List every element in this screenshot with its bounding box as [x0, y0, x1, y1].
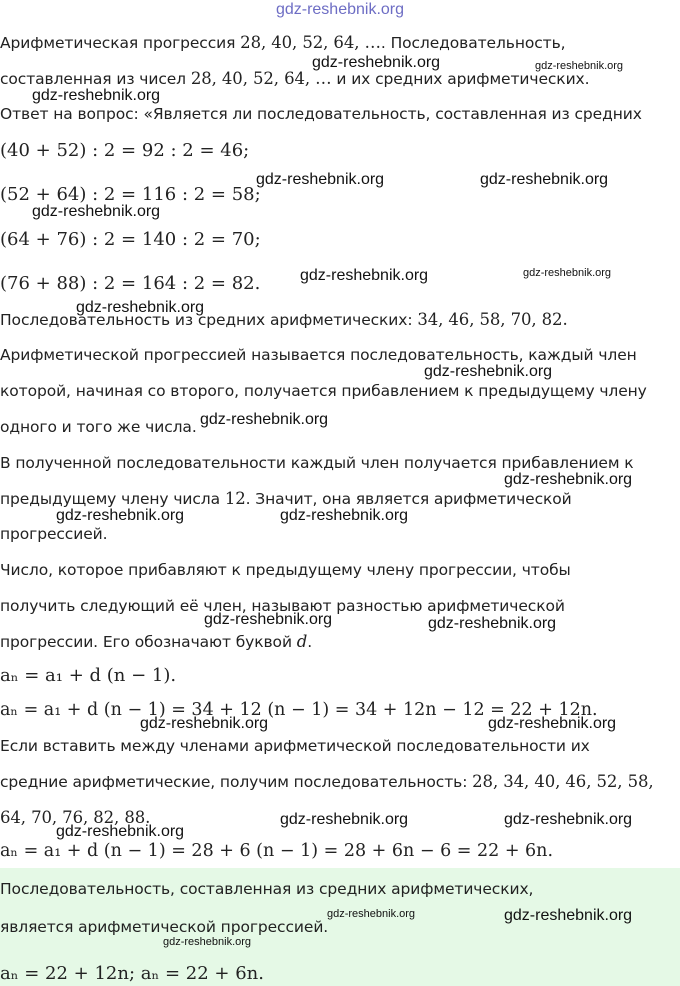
- intro-line-1: [0, 33, 565, 52]
- intro-text: составленная из чисел: [0, 70, 191, 88]
- mean-calc-1: (40 + 52) : 2 = 92 : 2 = 46;: [0, 140, 250, 161]
- formula-general: aₙ = a₁ + d (n − 1).: [0, 665, 177, 686]
- mean-calc-3: (64 + 76) : 2 = 140 : 2 = 70;: [0, 229, 261, 250]
- definition-line-1: Арифметической прогрессией называется последовательность, каждый член: [0, 346, 637, 364]
- watermark: gdz-reshebnik.org: [280, 811, 409, 828]
- answer-line-1: Последовательность, составленная из средних арифметических,: [0, 880, 534, 898]
- insert-text: средние арифметические, получим последовательность:: [0, 773, 473, 791]
- difference-text: прогрессии. Его обозначают буквой: [0, 633, 297, 651]
- difference-text: .: [307, 633, 313, 651]
- insert-line-1: Если вставить между членами арифметической последовательности их: [0, 737, 590, 755]
- observation-text: . Значит, она является арифметической: [245, 490, 572, 508]
- watermark: gdz-reshebnik.org: [504, 811, 633, 828]
- difference-letter: d: [296, 632, 308, 651]
- intro-line-3: Ответ на вопрос: «Является ли последовательность, составленная из средних: [0, 105, 642, 123]
- intro-text: Арифметическая прогрессия: [0, 34, 241, 52]
- watermark: gdz-reshebnik.org: [32, 203, 161, 220]
- watermark: gdz-reshebnik.org: [204, 611, 333, 628]
- watermark: gdz-reshebnik.org: [504, 907, 633, 924]
- formula-second-sequence: aₙ = a₁ + d (n − 1) = 28 + 6 (n − 1) = 28 + 6n − 6 = 22 + 6n.: [0, 841, 554, 861]
- observation-line-3: прогрессией.: [0, 525, 108, 543]
- watermark: gdz-reshebnik.org: [163, 936, 252, 948]
- watermark: gdz-reshebnik.org: [280, 507, 409, 524]
- watermark: gdz-reshebnik.org: [140, 715, 269, 732]
- insert-sequence: 28, 34, 40, 46, 52, 58,: [472, 772, 654, 791]
- difference-line-3: [0, 632, 312, 651]
- watermark: gdz-reshebnik.org: [428, 615, 557, 632]
- watermark: gdz-reshebnik.org: [488, 715, 617, 732]
- sequence-values: 34, 46, 58, 70, 82.: [417, 310, 568, 329]
- watermark: gdz-reshebnik.org: [76, 299, 205, 316]
- watermark: gdz-reshebnik.org: [56, 823, 185, 840]
- difference-line-2: получить следующий её член, называют разностью арифметической: [0, 597, 565, 615]
- insert-line-2: [0, 772, 654, 791]
- observation-text: предыдущему члену числа: [0, 490, 225, 508]
- mean-calc-2: (52 + 64) : 2 = 116 : 2 = 58;: [0, 184, 261, 205]
- watermark: gdz-reshebnik.org: [523, 267, 612, 279]
- watermark: gdz-reshebnik.org: [256, 171, 385, 188]
- definition-line-3: одного и того же числа.: [0, 418, 197, 436]
- intro-line-2: [0, 69, 589, 88]
- watermark: gdz-reshebnik.org: [480, 171, 609, 188]
- insert-sequence: 64, 70, 76, 82, 88.: [0, 808, 151, 827]
- watermark: gdz-reshebnik.org: [504, 471, 633, 488]
- watermark: gdz-reshebnik.org: [56, 507, 185, 524]
- watermark: gdz-reshebnik.org: [32, 87, 161, 104]
- site-link[interactable]: gdz-reshebnik.org: [275, 1, 405, 18]
- watermark: gdz-reshebnik.org: [200, 411, 329, 428]
- watermark: gdz-reshebnik.org: [424, 363, 553, 380]
- difference-line-1: Число, которое прибавляют к предыдущему члену прогрессии, чтобы: [0, 561, 571, 579]
- sequence-text: Последовательность из средних арифметических:: [0, 311, 418, 329]
- observation-number: 12: [224, 489, 246, 508]
- observation-line-1: В полученной последовательности каждый член получается прибавлением к: [0, 454, 634, 472]
- intro-text: . Последовательность,: [380, 34, 566, 52]
- intro-sequence: 28, 40, 52, 64, …: [190, 69, 332, 88]
- watermark: gdz-reshebnik.org: [535, 60, 624, 72]
- answer-formula: aₙ = 22 + 12n; aₙ = 22 + 6n.: [0, 963, 264, 984]
- mean-calc-4: (76 + 88) : 2 = 164 : 2 = 82.: [0, 273, 261, 294]
- observation-line-2: [0, 489, 572, 508]
- answer-line-2: является арифметической прогрессией.: [0, 918, 329, 936]
- definition-line-2: которой, начиная со второго, получается прибавлением к предыдущему члену: [0, 382, 647, 400]
- watermark: gdz-reshebnik.org: [312, 54, 441, 71]
- formula-first-sequence: aₙ = a₁ + d (n − 1) = 34 + 12 (n − 1) = 34 + 12n − 12 = 22 + 12n.: [0, 700, 598, 720]
- watermark: gdz-reshebnik.org: [327, 908, 416, 920]
- intro-text: и их средних арифметических.: [331, 70, 590, 88]
- intro-sequence: 28, 40, 52, 64, …: [240, 33, 381, 52]
- watermark: gdz-reshebnik.org: [300, 267, 429, 284]
